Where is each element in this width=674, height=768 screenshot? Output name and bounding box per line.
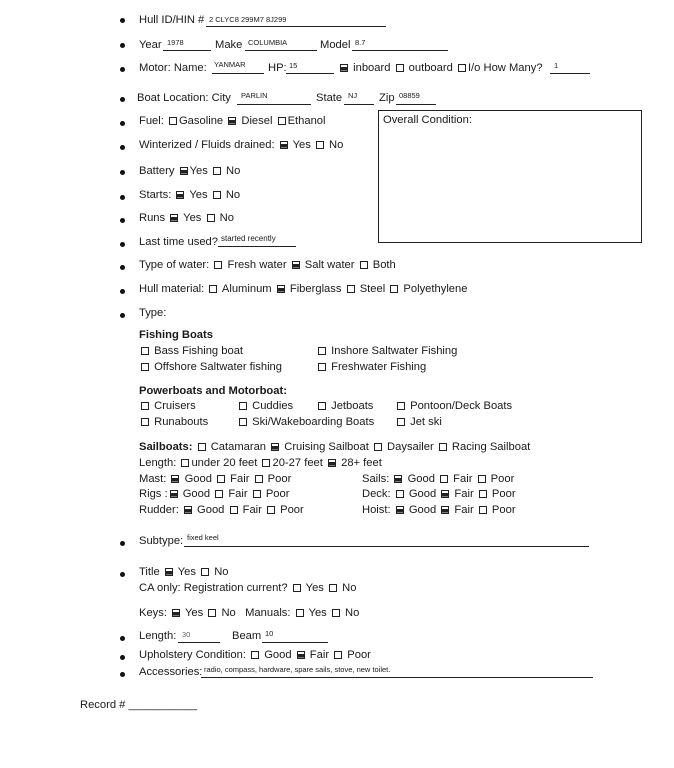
checkbox[interactable] [262,459,270,467]
checkbox[interactable] [396,506,404,514]
winterized-row: Winterized / Fluids drained: Yes No [139,139,344,151]
deck-row: Deck: Good Fair Poor [362,488,516,500]
sails-row: Sails: Good Fair Poor [362,473,515,485]
checkbox[interactable] [328,459,336,467]
year-label: Year [139,39,162,51]
count-line [550,73,590,74]
runs-row: Runs Yes No [139,212,234,224]
starts-row: Starts: Yes No [139,189,241,201]
model-label: Model [320,39,351,51]
checkbox[interactable] [296,609,304,617]
overall-condition-box[interactable] [378,110,642,243]
checkbox[interactable] [280,141,288,149]
bullet [120,289,125,294]
fishing-c: Offshore Saltwater fishing [139,361,282,373]
title-row: Title Yes No [139,566,229,578]
city-label: Boat Location: City [137,92,231,104]
length-label: Length: [139,630,177,642]
last-used-line [218,246,296,247]
checkbox[interactable] [334,651,342,659]
checkbox[interactable] [329,584,337,592]
checkbox[interactable] [239,418,247,426]
checkbox[interactable] [441,506,449,514]
checkbox[interactable] [360,261,368,269]
bullet [120,43,125,48]
checkbox[interactable] [251,651,259,659]
checkbox[interactable] [198,443,206,451]
checkbox[interactable] [292,261,300,269]
checkbox[interactable] [374,443,382,451]
checkbox[interactable] [141,418,149,426]
hp-value: 15 [289,61,298,70]
checkbox[interactable] [239,402,247,410]
power-a: Cruisers [139,400,196,412]
power-d: Pontoon/Deck Boats [395,400,512,412]
checkbox[interactable] [213,191,221,199]
water-row: Type of water: Fresh water Salt water Both [139,259,396,271]
bullet [120,313,125,318]
accessories-label: Accessories: [139,666,203,678]
checkbox[interactable] [297,651,305,659]
hp-line [286,73,334,74]
motor-label: Motor: Name: [139,62,207,74]
checkbox[interactable] [441,490,449,498]
checkbox[interactable] [318,347,326,355]
motor-count: 1 [554,61,559,70]
zip-value: 08859 [399,91,420,100]
fishing-heading: Fishing Boats [139,329,213,341]
bullet [120,170,125,175]
checkbox[interactable] [397,418,405,426]
type-label: Type: [139,307,167,319]
power-e: Runabouts [139,416,208,428]
bullet [120,541,125,546]
battery-row: Battery Yes No [139,165,241,177]
motor-name-line [212,73,264,74]
fishing-d: Freshwater Fishing [316,361,426,373]
length-row: Length: under 20 feet 20-27 feet 28+ feet [139,457,382,469]
checkbox[interactable] [440,475,448,483]
checkbox[interactable] [141,402,149,410]
checkbox[interactable] [271,443,279,451]
checkbox[interactable] [318,363,326,371]
checkbox[interactable] [293,584,301,592]
checkbox[interactable] [439,443,447,451]
checkbox[interactable] [278,117,286,125]
beam-line [262,642,328,643]
bullet [120,195,125,200]
fuel-row: Fuel: Gasoline Diesel Ethanol [139,115,326,127]
bullet [120,572,125,577]
checkbox[interactable] [180,167,188,175]
length-value: 30 [182,630,191,639]
checkbox[interactable] [207,214,215,222]
checkbox[interactable] [230,506,238,514]
power-c: Jetboats [316,400,373,412]
fishing-a: Bass Fishing boat [139,345,243,357]
motor-options: inboard outboard I/o How Many? [338,62,543,74]
city-value: PARLIN [241,91,268,100]
checkbox[interactable] [215,490,223,498]
model-value: 8.7 [355,38,366,47]
checkbox[interactable] [141,363,149,371]
checkbox[interactable] [169,117,177,125]
accessories-value: radio, compass, hardware, spare sails, stove, new toilet. [204,665,391,674]
power-g: Jet ski [395,416,442,428]
bullet [120,265,125,270]
sail-row: Sailboats: Catamaran Cruising Sailboat Daysailer Racing Sailboat [139,441,531,453]
checkbox[interactable] [340,64,348,72]
bullet [120,121,125,126]
bullet [120,672,125,677]
checkbox[interactable] [397,402,405,410]
keys-row: Keys: Yes No Manuals: Yes No [139,607,360,619]
checkbox[interactable] [165,568,173,576]
hull-material-row: Hull material: Aluminum Fiberglass Steel Polyethylene [139,283,468,295]
model-line [352,50,448,51]
bullet [120,218,125,223]
checkbox[interactable] [214,261,222,269]
checkbox[interactable] [172,609,180,617]
checkbox[interactable] [458,64,466,72]
hull-value: 2 CLYC8 299M7 8J299 [209,15,287,24]
beam-label: Beam [232,630,262,642]
rudder-row: Rudder: Good Fair Poor [139,504,304,516]
bullet [120,145,125,150]
checkbox[interactable] [170,214,178,222]
bullet [120,97,125,102]
checkbox[interactable] [141,347,149,355]
checkbox[interactable] [170,490,178,498]
power-heading: Powerboats and Motorboat: [139,385,287,397]
checkbox[interactable] [267,506,275,514]
power-f: Ski/Wakeboarding Boats [237,416,374,428]
checkbox[interactable] [396,64,404,72]
hp-label: HP: [268,62,287,74]
checkbox[interactable] [479,490,487,498]
checkbox[interactable] [201,568,209,576]
checkbox[interactable] [478,475,486,483]
condition-label: Overall Condition: [383,114,472,126]
rigs-row: Rigs : Good Fair Poor [139,488,290,500]
hull-label: Hull ID/HIN # [139,14,205,26]
checkbox[interactable] [253,490,261,498]
fishing-b: Inshore Saltwater Fishing [316,345,457,357]
city-line [237,104,311,105]
registration-row: CA only: Registration current? Yes No [139,582,357,594]
year-line [163,50,211,51]
checkbox[interactable] [390,285,398,293]
state-label: State [316,92,343,104]
checkbox[interactable] [316,141,324,149]
state-value: NJ [348,91,358,100]
subtype-line [184,546,589,547]
bullet [120,636,125,641]
checkbox[interactable] [217,475,225,483]
checkbox[interactable] [255,475,263,483]
checkbox[interactable] [394,475,402,483]
checkbox[interactable] [184,506,192,514]
year-value: 1978 [167,38,184,47]
hoist-row: Hoist: Good Fair Poor [362,504,516,516]
state-line [344,104,374,105]
hull-line [206,26,386,27]
checkbox[interactable] [332,609,340,617]
motor-name: YANMAR [214,60,246,69]
mast-row: Mast: Good Fair Poor [139,473,292,485]
checkbox[interactable] [347,285,355,293]
make-value: COLUMBIA [248,38,288,47]
bullet [120,242,125,247]
checkbox[interactable] [396,490,404,498]
subtype-value: fixed keel [187,533,219,542]
accessories-line [201,677,593,678]
last-used-label: Last time used? [139,236,218,248]
subtype-label: Subtype: [139,535,184,547]
bullet [120,67,125,72]
checkbox[interactable] [209,285,217,293]
checkbox[interactable] [228,117,236,125]
record-label: Record # ___________ [80,699,197,711]
length-line [178,642,220,643]
checkbox[interactable] [213,167,221,175]
checkbox[interactable] [208,609,216,617]
beam-value: 10 [265,629,274,638]
bullet [120,655,125,660]
checkbox[interactable] [318,402,326,410]
power-b: Cuddies [237,400,293,412]
upholstery-row: Upholstery Condition: Good Fair Poor [139,649,371,661]
zip-label: Zip [379,92,395,104]
bullet [120,18,125,23]
checkbox[interactable] [176,191,184,199]
make-line [245,50,317,51]
make-label: Make [215,39,243,51]
checkbox[interactable] [277,285,285,293]
last-used-value: started recently [221,234,276,243]
checkbox[interactable] [181,459,189,467]
checkbox[interactable] [171,475,179,483]
checkbox[interactable] [479,506,487,514]
zip-line [396,104,436,105]
